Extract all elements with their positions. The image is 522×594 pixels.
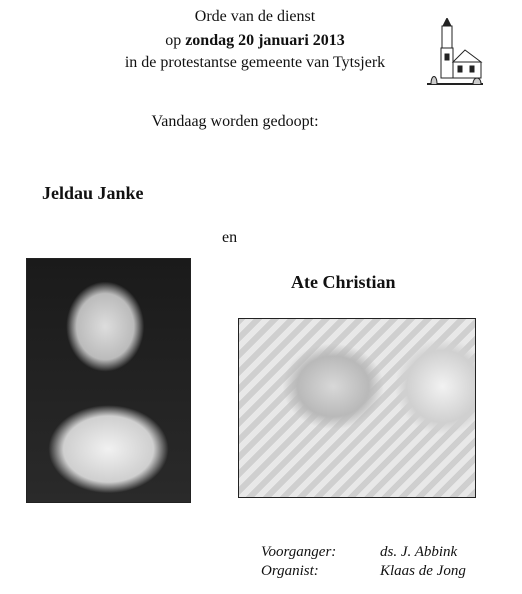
baptism-subtitle [100, 113, 370, 131]
credit-role-2: Organist: [261, 563, 319, 579]
location-text: in de protestantse gemeente van Tytsjerk [124, 54, 386, 71]
subtitle-text: Vandaag worden gedoopt: [151, 113, 319, 130]
service-title [60, 7, 450, 26]
service-date [60, 31, 450, 50]
service-title-text: Orde van de dienst [194, 8, 316, 25]
baby-photo-2 [238, 318, 476, 498]
date-bold: zondag 20 januari 2013 [185, 32, 345, 49]
conjunction: en [222, 229, 238, 246]
baby-photo-1 [26, 258, 191, 503]
date-prefix: op [165, 32, 186, 49]
credit-role-1: Voorganger: [261, 544, 337, 560]
church-icon [425, 18, 485, 88]
child-name-2: Ate Christian [291, 272, 396, 292]
child-name-1: Jeldau Janke [42, 183, 144, 203]
service-location [60, 53, 450, 72]
credit-person-2: Klaas de Jong [380, 563, 466, 579]
credit-person-1: ds. J. Abbink [380, 544, 458, 560]
